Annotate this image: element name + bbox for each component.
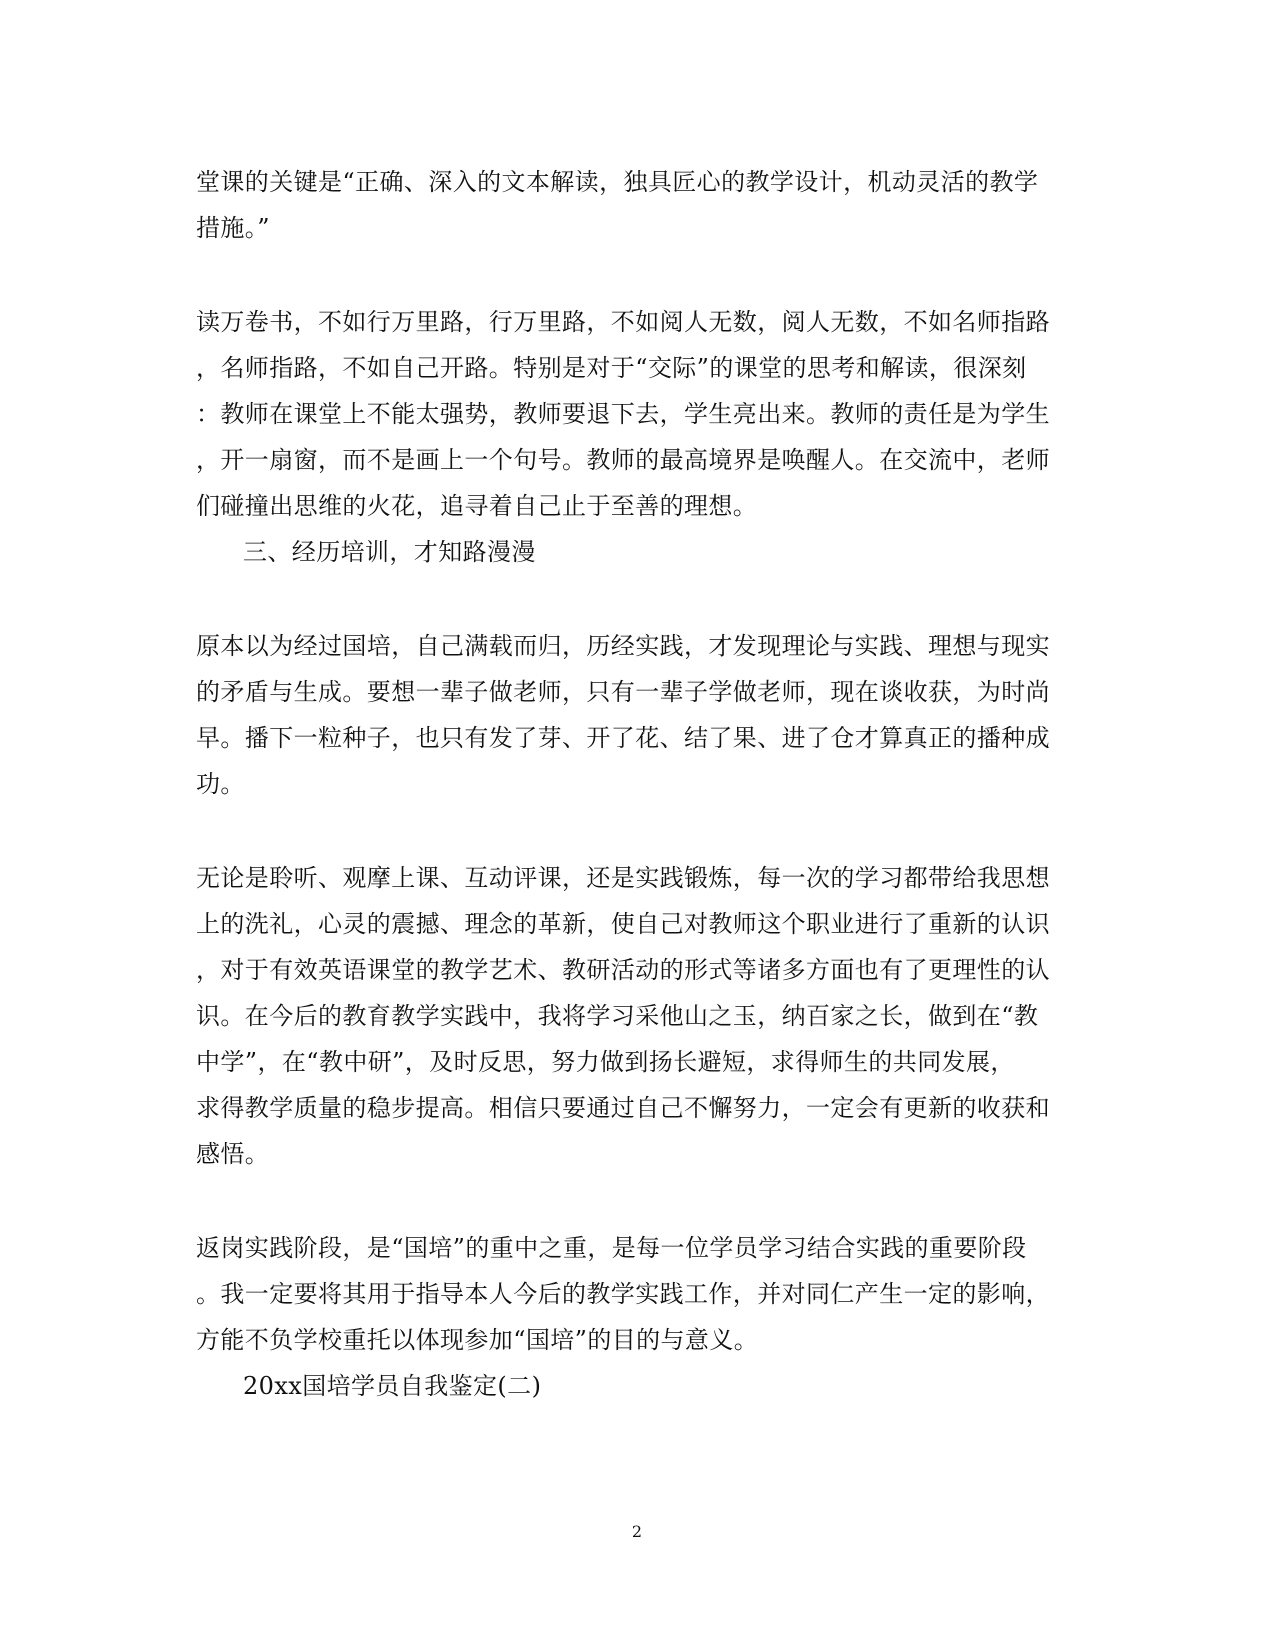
paragraph-line: 的矛盾与生成。要想一辈子做老师，只有一辈子学做老师，现在谈收获，为时尚 — [196, 678, 1050, 706]
paragraph-line: 读万卷书，不如行万里路，行万里路，不如阅人无数，阅人无数，不如名师指路 — [196, 308, 1050, 336]
paragraph-line: 早。播下一粒种子，也只有发了芽、开了花、结了果、进了仓才算真正的播种成 — [196, 724, 1050, 752]
section-heading: 三、经历培训，才知路漫漫 — [243, 538, 536, 566]
paragraph-line: ，对于有效英语课堂的教学艺术、教研活动的形式等诸多方面也有了更理性的认 — [196, 956, 1050, 984]
paragraph-line: 方能不负学校重托以体现参加“国培”的目的与意义。 — [196, 1326, 759, 1354]
paragraph-line: 堂课的关键是“正确、深入的文本解读，独具匠心的教学设计，机动灵活的教学 — [196, 168, 1039, 196]
paragraph-line: 无论是聆听、观摩上课、互动评课，还是实践锻炼，每一次的学习都带给我思想 — [196, 864, 1050, 892]
page-number: 2 — [631, 1522, 643, 1541]
paragraph-line: ：教师在课堂上不能太强势，教师要退下去，学生亮出来。教师的责任是为学生 — [196, 400, 1050, 428]
paragraph-line: 。我一定要将其用于指导本人今后的教学实践工作，并对同仁产生一定的影响， — [196, 1280, 1050, 1308]
paragraph-line: 识。在今后的教育教学实践中，我将学习采他山之玉，纳百家之长，做到在“教 — [196, 1002, 1039, 1030]
paragraph-line: 们碰撞出思维的火花，追寻着自己止于至善的理想。 — [196, 492, 758, 520]
paragraph-line: 功。 — [196, 770, 245, 798]
paragraph-line: ，开一扇窗，而不是画上一个句号。教师的最高境界是唤醒人。在交流中，老师 — [196, 446, 1050, 474]
paragraph-line: 求得教学质量的稳步提高。相信只要通过自己不懈努力，一定会有更新的收获和 — [196, 1094, 1050, 1122]
paragraph-line: ，名师指路，不如自己开路。特别是对于“交际”的课堂的思考和解读，很深刻 — [196, 354, 1027, 382]
paragraph-line: 上的洗礼，心灵的震撼、理念的革新，使自己对教师这个职业进行了重新的认识 — [196, 910, 1050, 938]
paragraph-line: 感悟。 — [196, 1140, 270, 1168]
paragraph-line: 返岗实践阶段，是“国培”的重中之重，是每一位学员学习结合实践的重要阶段 — [196, 1234, 1027, 1262]
paragraph-line: 中学”，在“教中研”，及时反思，努力做到扬长避短，求得师生的共同发展， — [196, 1048, 1015, 1076]
paragraph-line: 措施。” — [196, 214, 270, 242]
section-heading: 20xx国培学员自我鉴定(二) — [243, 1372, 542, 1400]
paragraph-line: 原本以为经过国培，自己满载而归，历经实践，才发现理论与实践、理想与现实 — [196, 632, 1050, 660]
